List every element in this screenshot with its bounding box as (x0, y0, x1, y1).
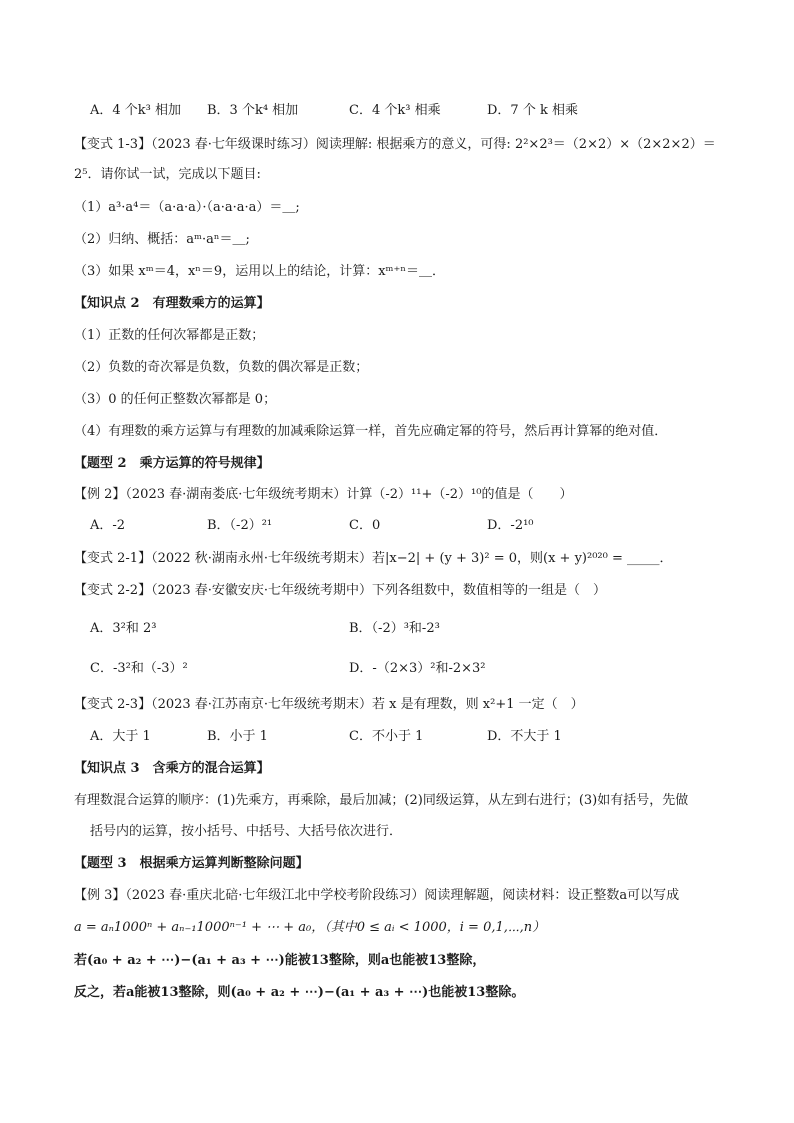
variant-2-3-option-c: C．不小于 1 (349, 729, 424, 744)
variant-2-2: 【变式 2-2】（2023 春·安徽安庆·七年级统考期中）下列各组数中，数值相等的一组是（ ） (74, 583, 607, 598)
knowledge-2-p4: （4）有理数的乘方运算与有理数的加减乘除运算一样，首先应确定幂的符号，然后再计算幂的绝对值． (74, 424, 668, 439)
example-3-line1: 【例 3】（2023 春·重庆北碚·七年级江北中学校考阶段练习）阅读理解题，阅读材料：设正整数a可以写成 (74, 888, 680, 903)
variant-1-3-q1: （1）a³·a⁴＝（a·a·a）·（a·a·a·a）＝＿; (74, 200, 300, 215)
option-a: A．4 个k³ 相加 (90, 103, 182, 118)
variant-2-2-option-b: B．（-2）³和-2³ (349, 621, 440, 636)
example-3-line3: 若(a₀ + a₂ + ⋯)−(a₁ + a₃ + ⋯)能被13整除，则a也能被13整除， (74, 953, 486, 968)
option-d: D．7 个 k 相乘 (487, 103, 578, 118)
variant-2-3: 【变式 2-3】（2023 春·江苏南京·七年级统考期末）若 x 是有理数，则 x²+1 一定（ ） (74, 697, 584, 712)
knowledge-3-p1: 有理数混合运算的顺序：(1)先乘方，再乘除，最后加减；(2)同级运算，从左到右进行；(3)如有括号，先做 (74, 793, 689, 808)
variant-2-3-option-d: D．不大于 1 (487, 729, 562, 744)
variant-1-3-line2: 2⁵．请你试一试，完成以下题目: (74, 167, 261, 182)
knowledge-2-heading: 【知识点 2 有理数乘方的运算】 (74, 296, 270, 311)
variant-1-3-q2: （2）归纳、概括：aᵐ·aⁿ＝＿; (74, 232, 250, 247)
knowledge-2-p1: （1）正数的任何次幂都是正数； (74, 328, 265, 343)
knowledge-2-p2: （2）负数的奇次幂是负数，负数的偶次幂是正数； (74, 360, 369, 375)
knowledge-3-heading: 【知识点 3 含乘方的混合运算】 (74, 761, 270, 776)
variant-2-2-option-a: A．3²和 2³ (90, 621, 157, 636)
example-3-formula: a = aₙ1000ⁿ + aₙ₋₁1000ⁿ⁻¹ + ⋯ + a₀，（其中0 ≤ aᵢ < 1000，i = 0,1,⋯,n） (74, 920, 546, 935)
variant-1-3-line1: 【变式 1-3】（2023 春·七年级课时练习）阅读理解: 根据乘方的意义，可得: 2²×2³＝（2×2）×（2×2×2）＝ (74, 137, 716, 152)
example-2-option-a: A．-2 (90, 518, 126, 533)
example-2-option-c: C．0 (349, 518, 381, 533)
variant-2-3-option-a: A．大于 1 (90, 729, 151, 744)
type-3-heading: 【题型 3 根据乘方运算判断整除问题】 (74, 856, 309, 871)
knowledge-2-p3: （3）0 的任何正整数次幂都是 0； (74, 392, 277, 407)
option-b: B．3 个k⁴ 相加 (207, 103, 299, 118)
example-2-option-b: B．（-2）²¹ (207, 518, 273, 533)
variant-2-2-option-c: C．-3²和（-3）² (90, 661, 188, 676)
variant-2-2-option-d: D．-（2×3）²和-2×3² (349, 661, 486, 676)
knowledge-3-p2: 括号内的运算，按小括号、中括号、大括号依次进行． (90, 824, 403, 839)
variant-1-3-q3: （3）如果 xᵐ＝4，xⁿ＝9，运用以上的结论，计算：xᵐ⁺ⁿ＝＿． (74, 264, 445, 279)
option-c: C．4 个k³ 相乘 (349, 103, 441, 118)
example-2-option-d: D．-2¹⁰ (487, 518, 534, 533)
example-3-line4: 反之，若a能被13整除，则(a₀ + a₂ + ⋯)−(a₁ + a₃ + ⋯)也能被13整除。 (74, 985, 525, 1000)
variant-2-1: 【变式 2-1】（2022 秋·湖南永州·七年级统考期末）若|x−2| + (y + 3)² = 0，则(x + y)²⁰²⁰ = _____． (74, 551, 673, 566)
example-2: 【例 2】（2023 春·湖南娄底·七年级统考期末）计算（-2）¹¹+（-2）¹⁰的值是（ ） (74, 487, 573, 502)
type-2-heading: 【题型 2 乘方运算的符号规律】 (74, 456, 270, 471)
variant-2-3-option-b: B．小于 1 (207, 729, 268, 744)
